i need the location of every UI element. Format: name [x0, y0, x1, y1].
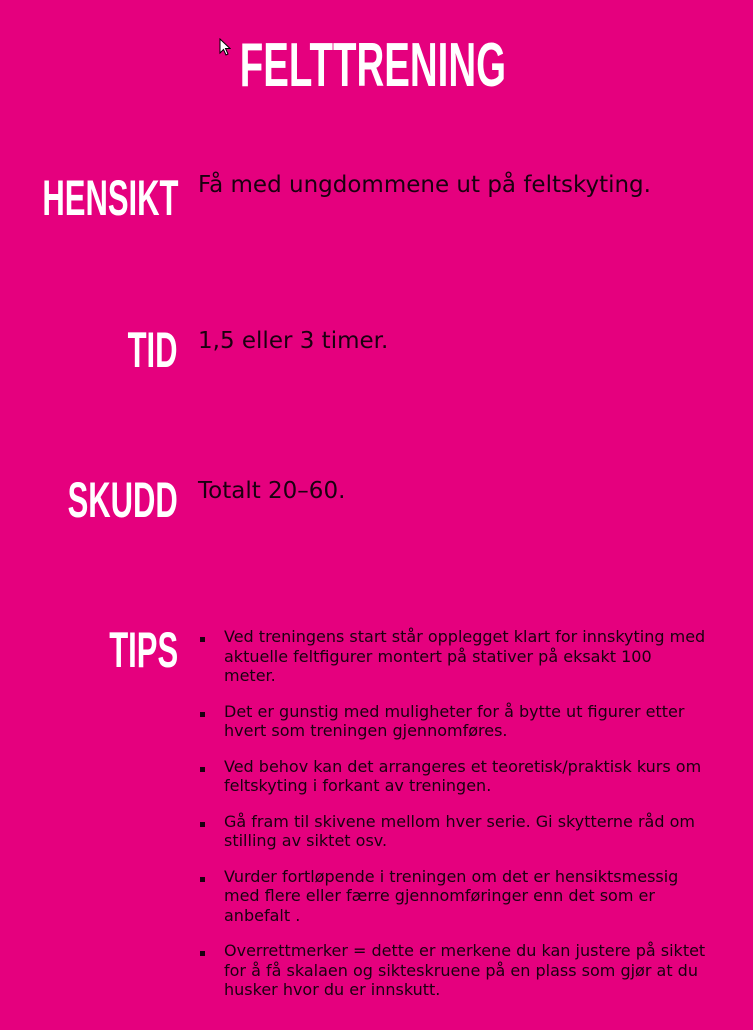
section-text-tid: 1,5 eller 3 timer. — [198, 328, 389, 354]
section-label-tid: TID — [128, 322, 178, 378]
section-text-skudd: Totalt 20–60. — [198, 478, 346, 504]
page-title: FELTTRENING — [239, 31, 506, 100]
section-label-tips: TIPS — [109, 622, 178, 678]
tips-list-item: Gå fram til skivene mellom hver serie. Gi skytterne råd om stilling av siktet osv. — [198, 812, 708, 851]
tips-list-item: Det er gunstig med muligheter for å bytte ut figurer etter hvert som treningen gjennomføres. — [198, 702, 708, 741]
section-label-skudd: SKUDD — [67, 472, 178, 528]
tips-list-item: Overrettmerker = dette er merkene du kan justere på siktet for å få skalaen og sikteskruene på en plass som gjør at du husker hvor du er innskutt. — [198, 941, 708, 1000]
tips-list-item: Ved behov kan det arrangeres et teoretisk/praktisk kurs om feltskyting i forkant av treningen. — [198, 757, 708, 796]
tips-list-item: Ved treningens start står opplegget klart for innskyting med aktuelle feltfigurer montert på stativer på eksakt 100 meter. — [198, 627, 708, 686]
section-text-hensikt: Få med ungdommene ut på feltskyting. — [198, 172, 651, 198]
tips-list-item: Vurder fortløpende i treningen om det er hensiktsmessig med flere eller færre gjennomføringer enn det som er anbefalt . — [198, 867, 708, 926]
section-label-hensikt: HENSIKT — [41, 170, 178, 226]
tips-list — [198, 627, 708, 1016]
